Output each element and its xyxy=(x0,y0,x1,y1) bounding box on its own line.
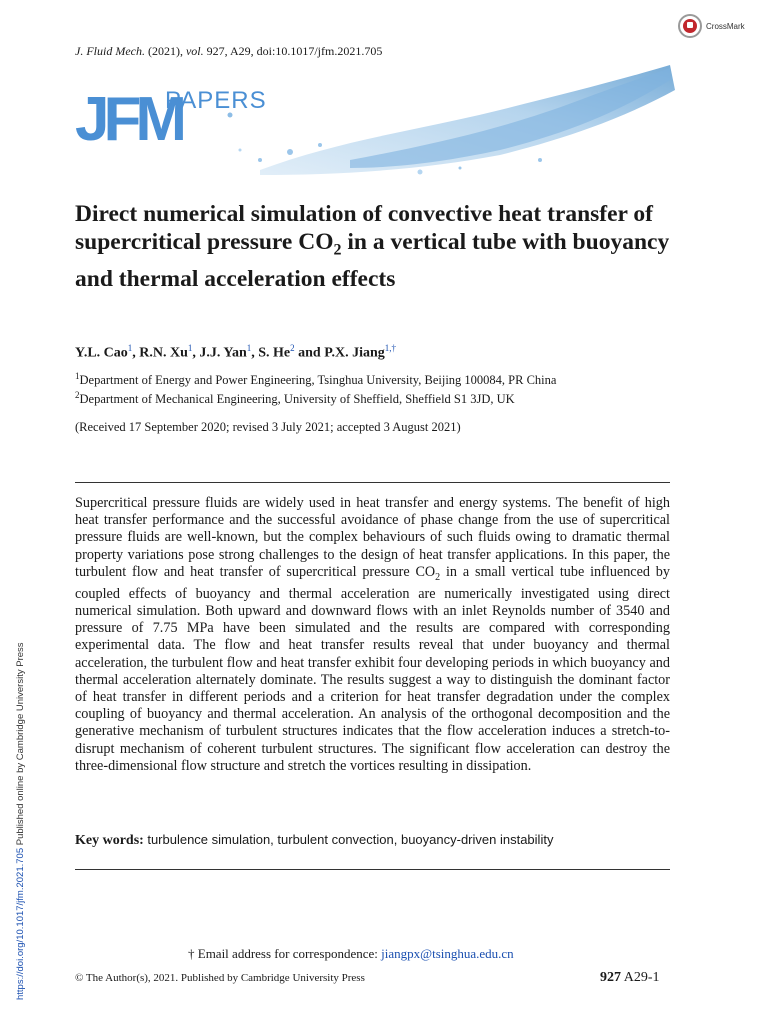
author-name: Y.L. Cao xyxy=(75,345,128,361)
abstract: Supercritical pressure fluids are widely used in heat transfer and energy systems. The benefit of high heat transfer performance and the successful avoidance of phase change from the use of supercritical pressure fluids are well-known, but the complex behaviours of such fluids owing to dramatic thermal property variations pose strong challenges to the design of heat transfer applications. In this paper, the turbulent flow and heat transfer of supercritical pressure $CO_2$ in a small vertical tube influenced by coupled effects of buoyancy and thermal acceleration are numerically investigated using direct numerical simulation. Both upward and downward flows with an inlet Reynolds number of 3540 and pressure of 7.75 MPa have been simulated and the results are compared with corresponding experimental data. The flow and heat transfer results reveal that under buoyancy and thermal acceleration, the turbulent flow and heat transfer exhibit four developing periods in which buoyancy and thermal acceleration alternately dominate. The results suggest a way to distinguish the dominant factor of heat transfer in different periods and a criterion for heat transfer degradation under the complex coupling of buoyancy and thermal acceleration. An analysis of the orthogonal decomposition and the generative mechanism of turbulent structures indicates that the flow acceleration induces a stretch-to-disrupt mechanism of coherent turbulent structures. The significant flow acceleration can destroy the three-dimensional flow structure and stretch the vortices resulting in dissipation. xyxy=(75,495,670,774)
copyright-notice: © The Author(s), 2021. Published by Cambridge University Press xyxy=(75,972,365,984)
divider xyxy=(75,869,670,870)
doi-sidebar: https://doi.org/10.1017/jfm.2021.705 Published online by Cambridge University Press xyxy=(15,642,26,1000)
author-name: S. He xyxy=(258,345,291,361)
keywords: Key words: turbulence simulation, turbulent convection, buoyancy-driven instability xyxy=(75,832,554,848)
author-name: J.J. Yan xyxy=(199,345,247,361)
crossmark-button[interactable]: CrossMark xyxy=(678,12,758,40)
svg-text:PAPERS: PAPERS xyxy=(165,87,267,114)
journal-citation: J. Fluid Mech. (2021), vol. 927, A29, doi:10.1017/jfm.2021.705 xyxy=(75,44,383,58)
doi-link[interactable]: https://doi.org/10.1017/jfm.2021.705 xyxy=(15,847,26,1000)
email-link[interactable]: jiangpx@tsinghua.edu.cn xyxy=(381,946,514,961)
affiliation-1: $^1$Department of Energy and Power Engineering, Tsinghua University, Beijing 100084, PR China xyxy=(75,371,557,388)
article-title: Direct numerical simulation of convective heat transfer of supercritical pressure $CO_2$ in a vertical tube with buoyancy and thermal acceleration effects xyxy=(75,201,670,292)
author-affiliation-link[interactable]: 1 xyxy=(187,343,193,353)
svg-text:JFM: JFM xyxy=(75,85,181,150)
divider xyxy=(75,482,670,483)
author-name: P.X. Jiang xyxy=(324,345,385,361)
author-list: Y.L. Cao$^1$, R.N. Xu$^1$, J.J. Yan$^1$, S. He$^2$ and P.X. Jiang$^{1,\dagger}$ xyxy=(75,343,397,361)
crossmark-icon xyxy=(678,14,702,38)
correspondence-email: † Email address for correspondence: jiangpx@tsinghua.edu.cn xyxy=(188,946,514,961)
page-number: 927 A29-1 xyxy=(600,970,660,985)
author-affiliation-link[interactable]: 1 xyxy=(127,343,133,353)
author-name: R.N. Xu xyxy=(139,345,188,361)
author-affiliation-link[interactable]: 1 xyxy=(246,343,252,353)
jfm-logo-icon xyxy=(75,80,275,150)
affiliation-2: $^2$Department of Mechanical Engineering, University of Sheffield, Sheffield S1 3JD, UK xyxy=(75,390,515,407)
author-affiliation-link[interactable]: 1,† xyxy=(384,343,397,353)
received-dates: (Received 17 September 2020; revised 3 July 2021; accepted 3 August 2021) xyxy=(75,420,461,434)
author-affiliation-link[interactable]: 2 xyxy=(290,343,295,353)
jfm-papers-logo xyxy=(75,80,275,150)
